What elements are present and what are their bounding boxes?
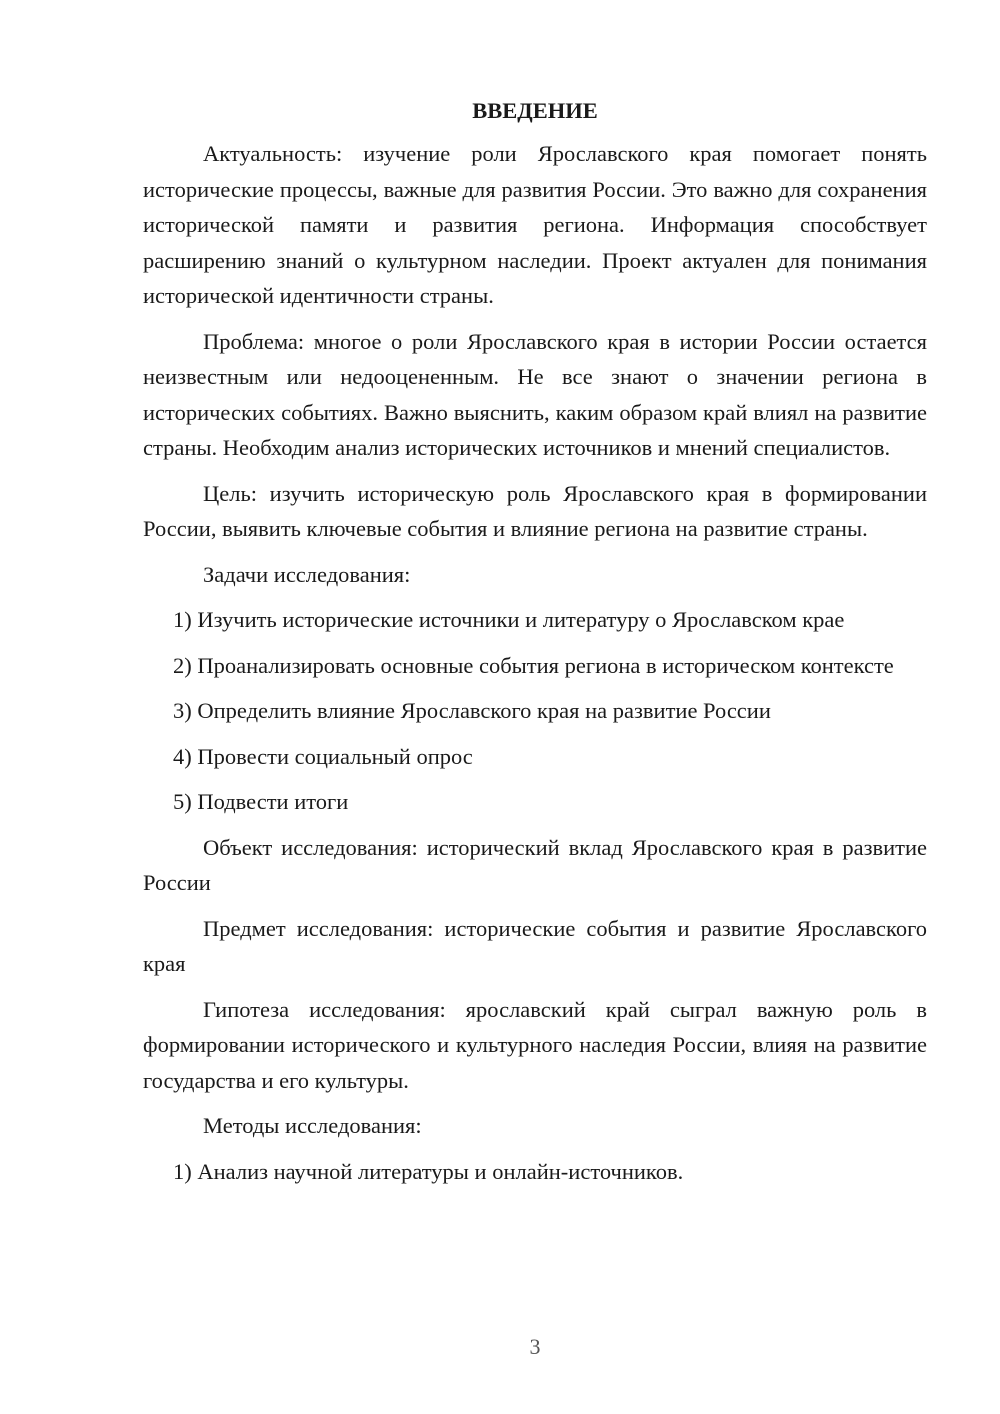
hypothesis-paragraph: Гипотеза исследования: ярославский край сыграл важную роль в формировании исторического и культурного наследия России, влияя на развитие государства и его культуры. xyxy=(143,996,927,1093)
object-paragraph: Объект исследования: исторический вклад Ярославского края в развитие России xyxy=(143,834,927,895)
page-content xyxy=(143,96,927,1199)
goal-paragraph: Цель: изучить историческую роль Ярославского края в формировании России, выявить ключевые события и влияние региона на развитие страны. xyxy=(143,480,927,541)
methods-heading: Методы исследования: xyxy=(203,1113,422,1138)
relevance-paragraph: Актуальность: изучение роли Ярославского края помогает понять исторические процессы, важные для развития России. Это важно для сохранения исторической памяти и развития региона. Информация способствует расширению знаний о культурном наследии. Проект актуален для понимания исторической идентичности страны. xyxy=(143,141,927,308)
page-number: 3 xyxy=(529,1334,541,1359)
task-item-3: 3) Определить влияние Ярославского края на развитие России xyxy=(173,698,771,723)
tasks-heading: Задачи исследования: xyxy=(203,561,411,587)
section-title: ВВЕДЕНИЕ xyxy=(472,98,598,123)
subject-paragraph: Предмет исследования: исторические события и развитие Ярославского края xyxy=(143,915,927,976)
task-item-5: 5) Подвести итоги xyxy=(173,789,349,814)
task-item-4: 4) Провести социальный опрос xyxy=(173,743,473,769)
method-item-1: 1) Анализ научной литературы и онлайн-источников. xyxy=(173,1158,684,1184)
task-item-2: 2) Проанализировать основные события региона в историческом контексте xyxy=(173,652,894,678)
task-item-1: 1) Изучить исторические источники и литературу о Ярославском крае xyxy=(173,607,845,632)
problem-paragraph: Проблема: многое о роли Ярославского края в истории России остается неизвестным или недооцененным. Не все знают о значении региона в исторических событиях. Важно выяснить, каким образом край влиял на развитие страны. Необходим анализ исторических источников и мнений специалистов. xyxy=(143,328,927,460)
